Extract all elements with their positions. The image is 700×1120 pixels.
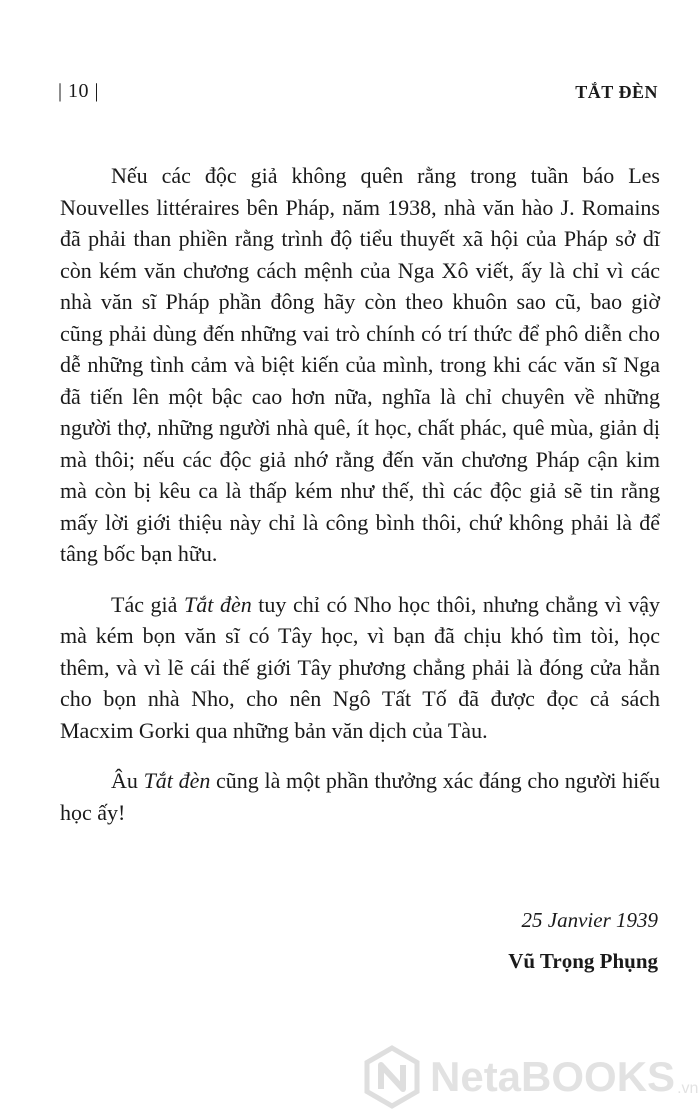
date-line: 25 Janvier 1939 — [521, 908, 658, 932]
paragraph-3-lead: Âu — [111, 768, 144, 793]
paragraph-2 — [60, 589, 660, 747]
watermark-text: NetaBOOKS — [430, 1053, 676, 1100]
paragraph-3 — [60, 765, 660, 828]
netabooks-logo-icon — [360, 1045, 424, 1109]
running-title: TẮT ĐÈN — [575, 82, 658, 102]
book-title-italic: Tắt đèn — [143, 768, 211, 793]
author-signature: Vũ Trọng Phụng — [508, 949, 658, 973]
watermark-suffix: .vn — [677, 1080, 699, 1097]
body-text — [60, 160, 660, 828]
paragraph-2-rest: tuy chỉ có Nho học thôi, nhưng chẳng vì vậy mà kém bọn văn sĩ có Tây học, vì bạn đã chịu khó tìm tòi, học thêm, và vì lẽ cái thế giới Tây phương chẳng phải là đóng cửa hẳn cho bọn nhà Nho, cho nên Ngô Tất Tố đã được đọc cả sách Macxim Gorki qua những bản văn dịch của Tàu. — [60, 591, 660, 743]
watermark — [360, 1042, 700, 1112]
page-number: | 10 | — [58, 80, 100, 102]
paragraph-3-rest: cũng là một phần thưởng xác đáng cho người hiếu học ấy! — [60, 768, 660, 825]
paragraph-2-lead: Tác giả — [111, 591, 185, 617]
paragraph-1: Nếu các độc giả không quên rằng trong tuần báo Les Nouvelles littéraires bên Pháp, năm 1938, nhà văn hào J. Romains đã phải than phiền rằng trình độ tiểu thuyết xã hội của Pháp sở dĩ còn kém văn chương cách mệnh của Nga Xô viết, ấy là chỉ vì các nhà văn sĩ Pháp phần đông hãy còn theo khuôn sao cũ, bao giờ cũng phải dùng đến những vai trò chính có trí thức để phô diễn cho dễ những tình cảm và biệt kiến của mình, trong khi các văn sĩ Nga đã tiến lên một bậc cao hơn nữa, nghĩa là chỉ chuyên về những người thợ, những người nhà quê, ít học, chất phác, quê mùa, giản dị mà thôi; nếu các độc giả nhớ rằng đến văn chương Pháp cận kim mà còn bị kêu ca là thấp kém như thế, thì các độc giả sẽ tin rằng mấy lời giới thiệu này chỉ là công bình thôi, chứ không phải là để tâng bốc bạn hữu. — [60, 163, 660, 566]
book-title-italic: Tắt đèn — [184, 591, 252, 617]
